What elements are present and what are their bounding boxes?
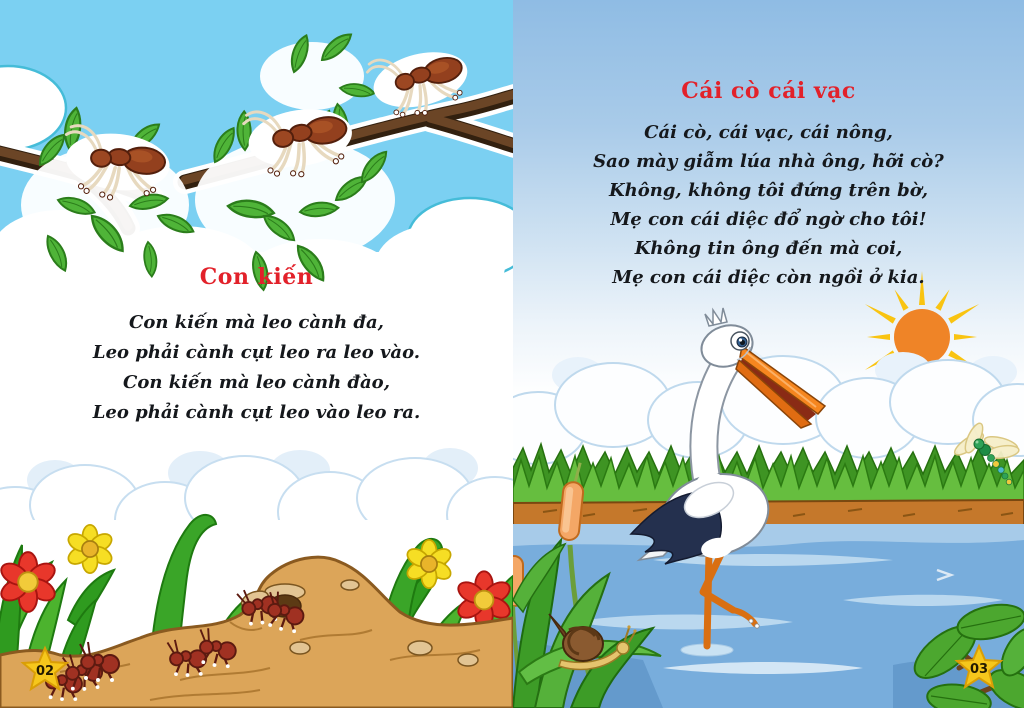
right-page-number: 03 [969, 662, 989, 677]
right-page-illustration [513, 0, 1024, 708]
left-poem-title: Con kiến [199, 264, 314, 290]
poem-line: Không tin ông đến mà coi, [634, 238, 903, 259]
poem-line: Không, không tôi đứng trên bờ, [609, 180, 928, 201]
poem-line: Mẹ con cái diệc đổ ngờ cho tôi! [610, 209, 927, 230]
poem-line: Con kiến mà leo cành đào, [123, 372, 390, 393]
poem-line: Cái cò, cái vạc, cái nông, [644, 122, 893, 143]
poem-line: Mẹ con cái diệc còn ngồi ở kia. [612, 267, 925, 288]
right-poem-title: Cái cò cái vạc [681, 78, 856, 104]
right-poem [513, 118, 1024, 292]
left-poem [0, 308, 513, 428]
stork-crest [705, 308, 727, 326]
right-page [513, 0, 1024, 708]
poem-line: Sao mày giẫm lúa nhà ông, hỡi cò? [593, 151, 944, 172]
poem-line: Con kiến mà leo cành đa, [129, 312, 384, 333]
poem-line: Leo phải cành cụt leo ra leo vào. [92, 342, 421, 363]
poem-line: Leo phải cành cụt leo vào leo ra. [92, 402, 421, 423]
left-page-number: 02 [35, 664, 55, 679]
